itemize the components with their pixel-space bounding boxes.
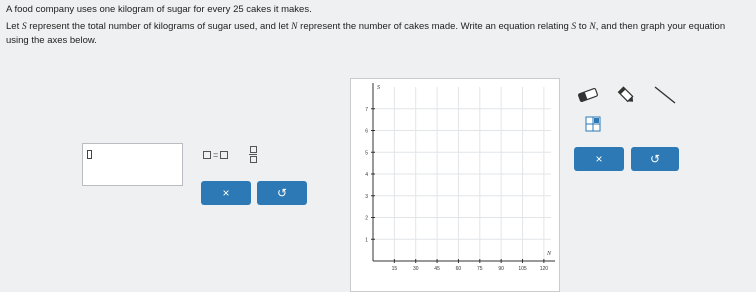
undo-icon: ↺	[276, 186, 288, 200]
numerator-box-icon	[250, 146, 257, 153]
equals-glyph: =	[213, 150, 219, 160]
placeholder-box-icon	[203, 151, 211, 159]
y-tick-label: 7	[365, 106, 368, 113]
graph-panel[interactable]	[350, 78, 560, 292]
x-tick-label: 30	[412, 266, 419, 272]
y-tick-label: 6	[365, 128, 368, 135]
clear-icon: ×	[595, 152, 603, 166]
problem-statement	[6, 3, 750, 51]
x-tick-label: 75	[477, 266, 483, 272]
graph-canvas[interactable]	[351, 79, 559, 291]
graph-undo-button[interactable]	[631, 147, 679, 171]
table-tool-icon[interactable]	[585, 116, 601, 132]
equation-template-button[interactable]	[203, 150, 228, 160]
y-axis-label: S	[377, 85, 380, 91]
equation-answer-input[interactable]	[82, 143, 183, 186]
placeholder-box-icon	[220, 151, 228, 159]
problem-line-2: Let S represent the total number of kilograms of sugar used, and let N represent the number of cakes made. Write an equation relating S to N, and then graph your equation using the axes below.	[6, 21, 726, 46]
undo-icon: ↺	[649, 152, 661, 166]
line-tool-icon[interactable]	[652, 84, 678, 106]
denominator-box-icon	[250, 156, 257, 163]
x-tick-label: 90	[498, 266, 504, 272]
clear-icon: ×	[222, 186, 230, 200]
y-tick-label: 1	[365, 237, 368, 244]
fraction-bar-icon	[249, 154, 257, 155]
problem-line-1: A food company uses one kilogram of sugar for every 25 cakes it makes.	[6, 4, 312, 15]
equation-undo-button[interactable]	[257, 181, 307, 205]
equation-clear-button[interactable]	[201, 181, 251, 205]
x-tick-label: 120	[539, 266, 549, 272]
x-tick-label: 105	[518, 266, 527, 272]
pencil-icon[interactable]	[617, 85, 637, 105]
x-axis-label: N	[547, 251, 552, 257]
y-tick-label: 3	[365, 193, 368, 200]
y-tick-label: 2	[365, 215, 368, 222]
x-tick-label: 60	[455, 266, 462, 272]
x-tick-label: 45	[434, 266, 440, 272]
x-tick-label: 15	[391, 266, 398, 272]
y-tick-label: 5	[365, 150, 368, 157]
graph-clear-button[interactable]	[574, 147, 624, 171]
eraser-icon[interactable]	[576, 87, 600, 103]
y-tick-label: 4	[365, 172, 368, 178]
fraction-template-button[interactable]	[248, 146, 258, 163]
text-cursor	[87, 150, 92, 159]
